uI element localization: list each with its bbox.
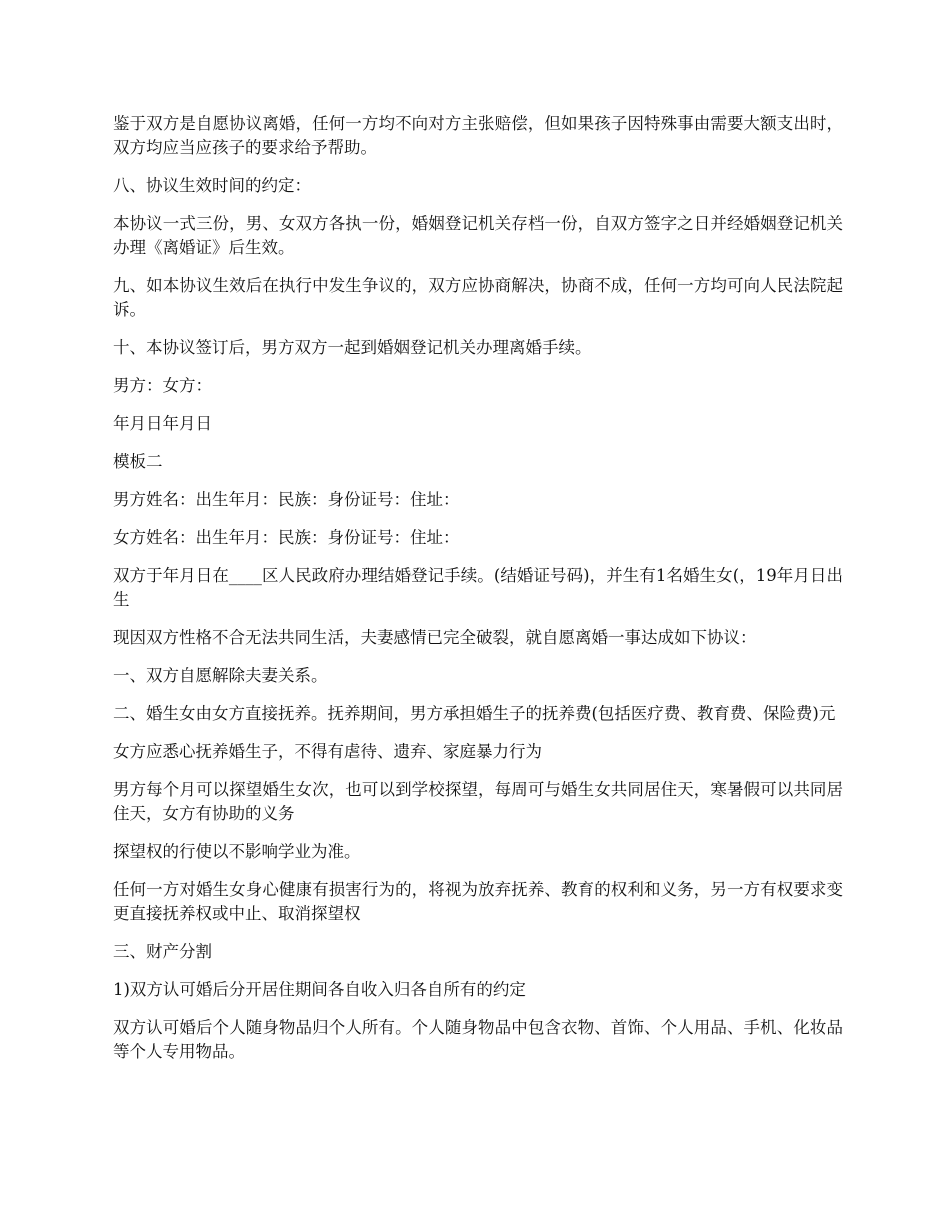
paragraph-visitation-rights: 男方每个月可以探望婚生女次，也可以到学校探望，每周可与婚生女共同居住天，寒暑假可以共同居住天，女方有协助的义务 — [113, 780, 843, 823]
paragraph-effective-date: 本协议一式三份，男、女双方各执一份，婚姻登记机关存档一份，自双方签字之日并经婚姻登记机关办理《离婚证》后生效。 — [113, 214, 843, 257]
clause-separate-income: 1)双方认可婚后分开居住期间各自收入归各自所有的约定 — [113, 980, 526, 999]
paragraph-personal-belongings: 双方认可婚后个人随身物品归个人所有。个人随身物品中包含衣物、首饰、个人用品、手机、化妆品等个人专用物品。 — [113, 1018, 843, 1061]
clause-dissolve-marriage: 一、双方自愿解除夫妻关系。 — [113, 666, 328, 685]
date-line: 年月日年月日 — [113, 414, 212, 433]
signature-line: 男方：女方： — [113, 376, 212, 395]
paragraph-marriage-registration: 双方于年月日在____区人民政府办理结婚登记手续。(结婚证号码)，并生有1名婚生女(，19年月日出生 — [113, 566, 843, 609]
paragraph-divorce-reason: 现因双方性格不合无法共同生活，夫妻感情已完全破裂，就自愿离婚一事达成如下协议： — [113, 628, 757, 647]
paragraph-dispute-resolution: 九、如本协议生效后在执行中发生争议的，双方应协商解决，协商不成，任何一方均可向人民法院起诉。 — [113, 276, 843, 319]
paragraph-visitation-limit: 探望权的行使以不影响学业为准。 — [113, 842, 361, 861]
female-party-info: 女方姓名：出生年月：民族：身份证号：住址： — [113, 528, 460, 547]
male-party-info: 男方姓名：出生年月：民族：身份证号：住址： — [113, 490, 460, 509]
heading-property-division: 三、财产分割 — [113, 942, 212, 961]
paragraph-compensation-clause: 鉴于双方是自愿协议离婚，任何一方均不向对方主张赔偿，但如果孩子因特殊事由需要大额支出时，双方均应当应孩子的要求给予帮助。 — [113, 114, 843, 157]
heading-effective-date: 八、协议生效时间的约定： — [113, 176, 311, 195]
document-body — [113, 112, 843, 1078]
section-heading-template-two: 模板二 — [113, 452, 163, 471]
paragraph-harm-clause: 任何一方对婚生女身心健康有损害行为的，将视为放弃抚养、教育的权利和义务，另一方有权要求变更直接抚养权或中止、取消探望权 — [113, 880, 843, 923]
clause-child-custody: 二、婚生女由女方直接抚养。抚养期间，男方承担婚生子的抚养费(包括医疗费、教育费、保险费)元 — [113, 704, 836, 723]
paragraph-divorce-procedure: 十、本协议签订后，男方双方一起到婚姻登记机关办理离婚手续。 — [113, 338, 592, 357]
paragraph-care-obligation: 女方应悉心抚养婚生子，不得有虐待、遗弃、家庭暴力行为 — [113, 742, 542, 761]
